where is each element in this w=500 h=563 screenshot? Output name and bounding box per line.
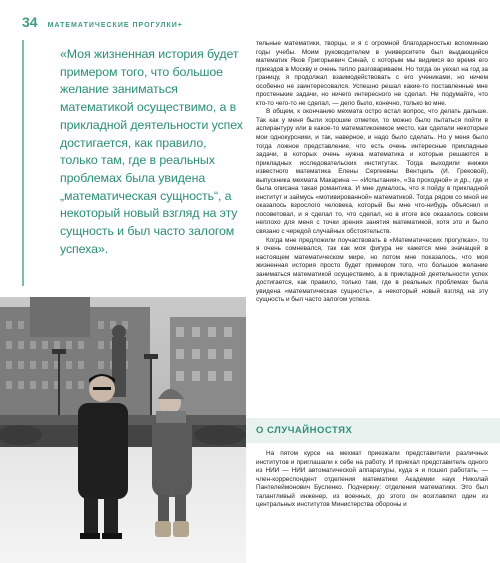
page-number: 34	[22, 14, 38, 30]
photo-illustration	[0, 297, 246, 563]
body-text-column-2	[256, 450, 488, 510]
body-paragraph: Когда мне предложили поучаствовать в «Математических прогулках», то я очень сомневался, так как моя фигура не кажется мне значащей в настоящем математическом мире, но потом мне показалось, что моя жизненная история просто будет примером того, что большое желание заниматься математикой осуществимо, а в прикладной деятельности успех достигается, как правило, только там, где в реальных проблемах была увидена «математическая сущность», а некоторый новый взгляд на эту сущность и был часто залогом успеха.	[256, 236, 488, 304]
pull-quote-text: «Моя жизненная история будет примером того, что большое желание заниматься математикой осуществимо, а в прикладной деятельности успех достигается, как правило, только там, где в реальных проблемах была увидена „математическая сущность“, а некоторый новый взгляд на эту сущность и был часто залогом успеха».	[60, 47, 243, 256]
photo-two-people-winter	[0, 297, 246, 563]
pull-quote	[22, 40, 244, 286]
section-heading: О СЛУЧАЙНОСТЯХ	[246, 418, 500, 443]
page-header	[22, 14, 183, 30]
running-title: МАТЕМАТИЧЕСКИЕ ПРОГУЛКИ+	[47, 22, 183, 29]
body-paragraph: На пятом курсе на мехмат приезжали представители различных институтов и приглашали к себе на работу. И приехал представитель одного из НИИ — НИИ автоматической аппаратуры, куда я и пошел работать, — член-корреспондент отделения математики Академии наук Николай Пантелеймонович Бусленко. Подчеркну: отделения математики. Это был талантливый инженер, из военных, до этого он возглавлял один из центральных институтов Министерства обороны и	[256, 450, 488, 509]
body-paragraph: тельные математики, творцы, и я с огромной благодарностью вспоминаю годы учебы. Моим руководителем в университете был выдающийся математик Яков Григорьевич Синай, с которым мы видимся во время его приездов в Москву и очень тепло разговариваем. Но тогда он уехал на год за границу, я продолжал взаимодействовать с его учениками, но ничем особенно не заинтересовался. Успешно решал какие-то поставленные мне простенькие задачи, но ничего интересного не сделал. Не подумайте, что кто-то чего-то не сделал, — дело было, конечно, только во мне.	[256, 40, 488, 107]
body-text-column	[256, 40, 488, 305]
body-paragraph: В общем, к окончанию мехмата остро встал вопрос, что делать дальше. Так как у меня были хорошие отметки, то можно было пытаться пойти в аспирантуру или в какое-то математикоемкое место, как сделали некоторые мои однокурсники, и так, наверное, и надо было сделать. Но у меня было тогда ложное представление, что есть очень интересные прикладные задачи, в которых очень нужна математика и которые решаются в прикладных исследовательских институтах. Тогда выходили книжки известного математика Елены Сергеевны Вентцель (И. Грековой), выпускника мехмата Макарина — «Испытания», «За проходной» и др., где и была описана такая романтика. И мне думалось, что я пойду в прикладной институт и займусь «мотивированной» математикой. Тогда рядом со мной не оказалось взрослого человека, который бы мне что-нибудь объяснил и посоветовал, и я сделал то, что сделал, но в итоге все оказалось совсем неплохо для меня с точки зрения занятия математикой, хотя это и было связано с чередой случайных обстоятельств.	[256, 108, 488, 236]
